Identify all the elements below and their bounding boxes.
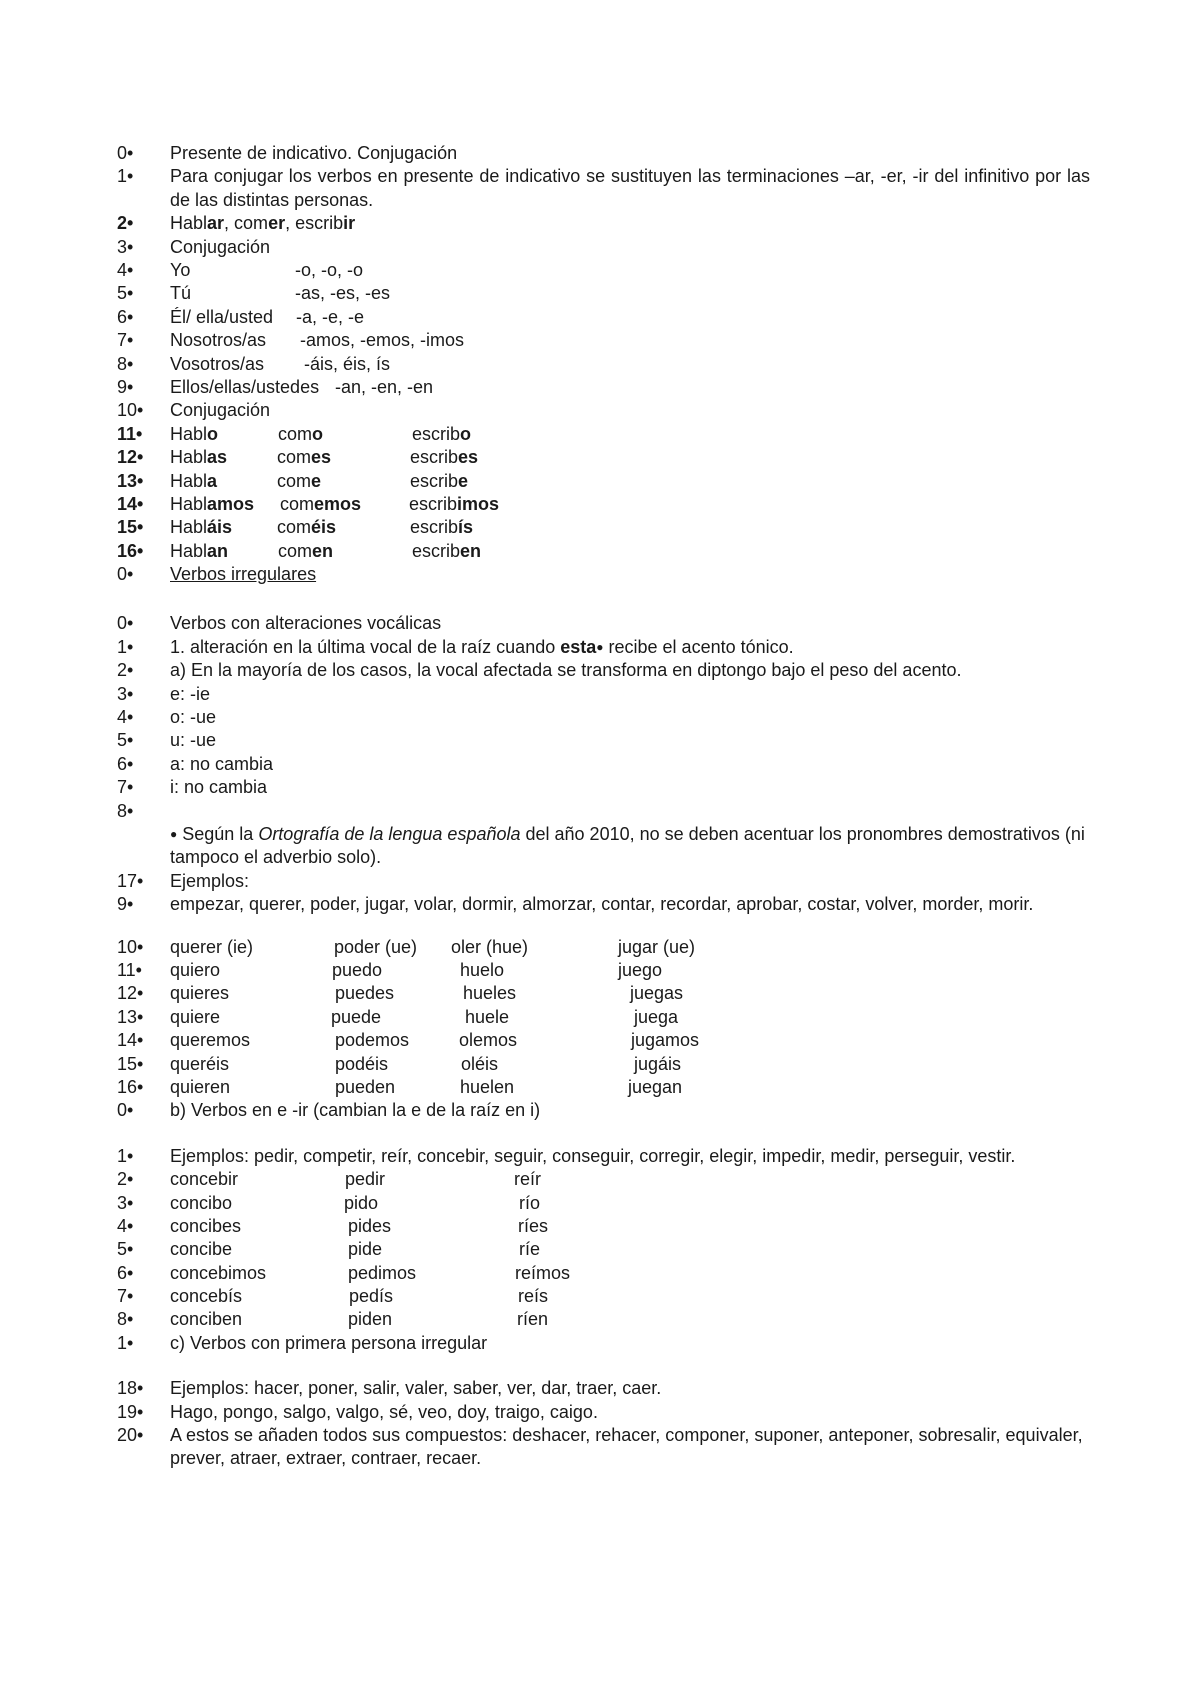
examples-list: empezar, querer, poder, jugar, volar, dormir, almorzar, contar, recordar, aprobar, costar, volver, morder, morir.	[170, 894, 1034, 915]
verb-form: escribes	[410, 447, 479, 468]
first-person-forms: Hago, pongo, salgo, valgo, sé, veo, doy, traigo, caigo.	[170, 1401, 598, 1422]
list-item	[117, 729, 1092, 752]
list-number: 1•	[117, 636, 134, 657]
verb-form: Hablamos	[170, 493, 255, 514]
list-item	[117, 1168, 1092, 1191]
list-item	[117, 636, 1092, 659]
pronoun: Yo	[170, 259, 191, 280]
verb-form: concebís	[170, 1286, 243, 1307]
list-number: 4•	[117, 259, 134, 280]
verb-form: Habláis	[170, 517, 233, 538]
examples-list: Ejemplos: hacer, poner, salir, valer, saber, ver, dar, traer, caer.	[170, 1378, 662, 1399]
list-number: 2•	[117, 660, 134, 681]
list-item	[117, 212, 1092, 235]
list-number: 15•	[117, 517, 144, 538]
list-number: 13•	[117, 470, 144, 491]
list-item	[117, 282, 1092, 305]
list-item	[117, 800, 1092, 823]
list-item	[117, 329, 1092, 352]
verb-form: come	[277, 470, 322, 491]
verb-form: olemos	[459, 1030, 518, 1051]
footnote	[117, 823, 1092, 870]
verb-form: quieres	[170, 983, 230, 1004]
verb-form: huelen	[460, 1076, 515, 1097]
list-number: 5•	[117, 283, 134, 304]
verb-form: pedís	[349, 1286, 394, 1307]
list-number: 7•	[117, 777, 134, 798]
rule-line: 1. alteración en la última vocal de la raíz cuando esta● recibe el acento tónico.	[170, 636, 794, 657]
list-number: 5•	[117, 730, 134, 751]
ending-forms: -a, -e, -e	[296, 306, 365, 327]
list-item	[117, 259, 1092, 282]
verb-form: quiere	[170, 1006, 221, 1027]
list-item	[117, 1285, 1092, 1308]
verb-form: comes	[277, 447, 332, 468]
list-number: 10•	[117, 400, 144, 421]
list-number: 2•	[117, 213, 134, 234]
vowel-rule: u: -ue	[170, 730, 217, 751]
verb-form: escribe	[410, 470, 469, 491]
subsection-heading: b) Verbos en e -ir (cambian la e de la raíz en i)	[170, 1100, 541, 1121]
section-heading: Verbos con alteraciones vocálicas	[170, 613, 442, 634]
verb-form: Hablan	[170, 540, 229, 561]
list-number: 17•	[117, 870, 144, 891]
subsection-heading: c) Verbos con primera persona irregular	[170, 1332, 488, 1353]
verb-form: reímos	[515, 1262, 571, 1283]
verb-form: comen	[278, 540, 334, 561]
list-number: 0•	[117, 143, 134, 163]
list-item	[117, 1053, 1092, 1076]
intro-paragraph: Para conjugar los verbos en presente de indicativo se sustituyen las terminaciones –ar, -er, -ir del infinitivo por las de las distintas personas.	[170, 166, 1090, 210]
list-item	[117, 1332, 1092, 1355]
bullet-icon: ●	[170, 826, 178, 841]
ending-forms: -as, -es, -es	[295, 283, 391, 304]
list-item	[117, 470, 1092, 493]
verb-form: juegas	[630, 983, 684, 1004]
verb-form: escriben	[412, 540, 482, 561]
conjugation-heading: Conjugación	[170, 400, 271, 421]
list-item	[117, 893, 1092, 916]
list-item	[117, 1401, 1092, 1424]
list-number: 11•	[117, 423, 143, 444]
list-item	[117, 959, 1092, 982]
footnote-text: ● Según la Ortografía de la lengua española del año 2010, no se deben acentuar los pronombres demostrativos (ni tampoco el adverbio solo).	[170, 823, 1085, 868]
verb-form: pido	[344, 1192, 379, 1213]
verb-form: ríe	[519, 1239, 541, 1260]
list-number: 3•	[117, 683, 134, 704]
verb-form: coméis	[277, 517, 337, 538]
list-item	[117, 1262, 1092, 1285]
verb-form: quieren	[170, 1076, 231, 1097]
verb-form: queremos	[170, 1030, 251, 1051]
verb-form: pides	[348, 1215, 392, 1236]
irregular-verbs-heading: Verbos irregulares	[170, 564, 317, 585]
ending-forms: -áis, éis, ís	[304, 353, 391, 374]
list-number: 14•	[117, 493, 144, 514]
list-item	[117, 399, 1092, 422]
list-number: 1•	[117, 166, 134, 187]
list-number: 6•	[117, 1262, 134, 1283]
list-number: 19•	[117, 1401, 144, 1422]
list-item	[117, 706, 1092, 729]
pronoun: Nosotros/as	[170, 330, 267, 351]
list-item	[117, 1308, 1092, 1331]
list-item	[117, 563, 1092, 586]
verb-form: Hablo	[170, 423, 219, 444]
verb-form: conciben	[170, 1309, 243, 1330]
verb-form: puedo	[332, 959, 383, 980]
pronoun: Vosotros/as	[170, 353, 265, 374]
list-item	[117, 306, 1092, 329]
list-item	[117, 1006, 1092, 1029]
list-number: 16•	[117, 1076, 144, 1097]
list-number: 0•	[117, 613, 134, 634]
list-item	[117, 236, 1092, 259]
list-item	[117, 1099, 1092, 1122]
verb-form: concebir	[170, 1169, 239, 1190]
list-number: 1•	[117, 1332, 134, 1353]
verb-form: oléis	[461, 1053, 499, 1074]
list-number: 6•	[117, 753, 134, 774]
verb-form: podéis	[335, 1053, 389, 1074]
ending-forms: -o, -o, -o	[295, 259, 364, 280]
list-number: 5•	[117, 1239, 134, 1260]
verb-form: reír	[514, 1169, 541, 1190]
conjugation-heading: Conjugación	[170, 236, 271, 257]
list-number: 9•	[117, 894, 134, 915]
list-item	[117, 493, 1092, 516]
verb-form: jugar (ue)	[618, 936, 696, 957]
list-number: 16•	[117, 540, 144, 561]
list-number: 14•	[117, 1030, 144, 1051]
verb-form: comemos	[280, 493, 362, 514]
list-item	[117, 446, 1092, 469]
verb-form: huele	[465, 1006, 510, 1027]
ending-forms: -an, -en, -en	[335, 376, 434, 397]
list-number: 0•	[117, 564, 134, 585]
examples-list: Ejemplos: pedir, competir, reír, concebir, seguir, conseguir, corregir, elegir, impedir, medir, perseguir, vestir.	[170, 1145, 1016, 1166]
list-item	[117, 540, 1092, 563]
list-item	[117, 353, 1092, 376]
list-item	[117, 376, 1092, 399]
verb-form: como	[278, 423, 324, 444]
verb-form: huelo	[460, 959, 505, 980]
vowel-rule: i: no cambia	[170, 777, 268, 798]
verb-form: juega	[634, 1006, 679, 1027]
list-number: 7•	[117, 330, 134, 351]
list-number: 7•	[117, 1286, 134, 1307]
list-item	[117, 142, 1092, 165]
list-item	[117, 683, 1092, 706]
list-number: 13•	[117, 1006, 144, 1027]
list-number: 12•	[117, 447, 144, 468]
vowel-rule: a: no cambia	[170, 753, 274, 774]
verb-form: pedir	[345, 1169, 386, 1190]
list-number: 15•	[117, 1053, 144, 1074]
compounds-list: A estos se añaden todos sus compuestos: deshacer, rehacer, componer, suponer, anteponer, sobresalir, equivaler, prever, atraer, extraer, contraer, recaer.	[170, 1425, 1083, 1469]
list-number: 3•	[117, 1192, 134, 1213]
verb-form: concibes	[170, 1215, 242, 1236]
list-item	[117, 1192, 1092, 1215]
list-item	[117, 1215, 1092, 1238]
list-item	[117, 516, 1092, 539]
verb-form: quiero	[170, 959, 221, 980]
verb-form: concibo	[170, 1192, 233, 1213]
document-page	[117, 142, 1092, 1471]
list-number: 20•	[117, 1425, 144, 1446]
list-item	[117, 982, 1092, 1005]
list-number: 12•	[117, 983, 144, 1004]
list-number: 8•	[117, 800, 134, 821]
list-item	[117, 1076, 1092, 1099]
examples-label: Ejemplos:	[170, 870, 250, 891]
section-title: Presente de indicativo. Conjugación	[170, 143, 458, 163]
verb-form: concebimos	[170, 1262, 267, 1283]
list-item	[117, 423, 1092, 446]
list-number: 4•	[117, 707, 134, 728]
verb-form: queréis	[170, 1053, 230, 1074]
rule-line: a) En la mayoría de los casos, la vocal afectada se transforma en diptongo bajo el peso del acento.	[170, 660, 962, 681]
verb-form: ríen	[517, 1309, 549, 1330]
list-item	[117, 870, 1092, 893]
list-item	[117, 1377, 1092, 1400]
list-number: 9•	[117, 376, 134, 397]
list-item	[117, 165, 1092, 212]
verb-form: pedimos	[348, 1262, 417, 1283]
list-number: 8•	[117, 1309, 134, 1330]
vowel-rule: e: -ie	[170, 683, 211, 704]
list-number: 3•	[117, 236, 134, 257]
list-item	[117, 1029, 1092, 1052]
verb-form: Hablas	[170, 447, 228, 468]
list-number: 6•	[117, 306, 134, 327]
ending-forms: -amos, -emos, -imos	[300, 330, 465, 351]
list-item	[117, 1238, 1092, 1261]
verb-form: ríes	[518, 1215, 549, 1236]
list-number: 1•	[117, 1145, 134, 1166]
list-number: 2•	[117, 1169, 134, 1190]
verb-form: reís	[518, 1286, 549, 1307]
verb-form: oler (hue)	[451, 936, 529, 957]
list-item	[117, 659, 1092, 682]
list-number: 11•	[117, 959, 142, 980]
verb-form: juego	[618, 959, 663, 980]
verb-form: podemos	[335, 1030, 410, 1051]
pronoun: Él/ ella/usted	[170, 306, 274, 327]
verb-form: pueden	[335, 1076, 396, 1097]
vowel-rule: o: -ue	[170, 707, 217, 728]
verb-form: poder (ue)	[334, 936, 418, 957]
list-number: 0•	[117, 1100, 134, 1121]
list-item	[117, 776, 1092, 799]
list-number: 8•	[117, 353, 134, 374]
list-number: 18•	[117, 1378, 144, 1399]
verb-form: piden	[348, 1309, 393, 1330]
verb-form: río	[519, 1192, 541, 1213]
pronoun: Tú	[170, 283, 192, 304]
verb-form: hueles	[463, 983, 517, 1004]
verb-form: querer (ie)	[170, 936, 254, 957]
list-item	[117, 753, 1092, 776]
verb-form: pide	[348, 1239, 383, 1260]
verb-form: escribís	[410, 517, 474, 538]
verb-form: concibe	[170, 1239, 233, 1260]
list-item	[117, 612, 1092, 635]
verb-form: puede	[331, 1006, 382, 1027]
verb-form: Habla	[170, 470, 218, 491]
verb-form: jugamos	[631, 1030, 700, 1051]
list-item	[117, 936, 1092, 959]
list-number: 4•	[117, 1215, 134, 1236]
verb-form: jugáis	[634, 1053, 682, 1074]
verb-form: escribo	[412, 423, 472, 444]
verb-form: escribimos	[409, 493, 500, 514]
verb-form: puedes	[335, 983, 395, 1004]
list-item	[117, 1424, 1092, 1471]
list-item	[117, 1145, 1092, 1168]
list-number: 10•	[117, 936, 144, 957]
pronoun: Ellos/ellas/ustedes	[170, 376, 320, 397]
verb-form: juegan	[628, 1076, 683, 1097]
infinitives-line: Hablar, comer, escribir	[170, 213, 356, 234]
